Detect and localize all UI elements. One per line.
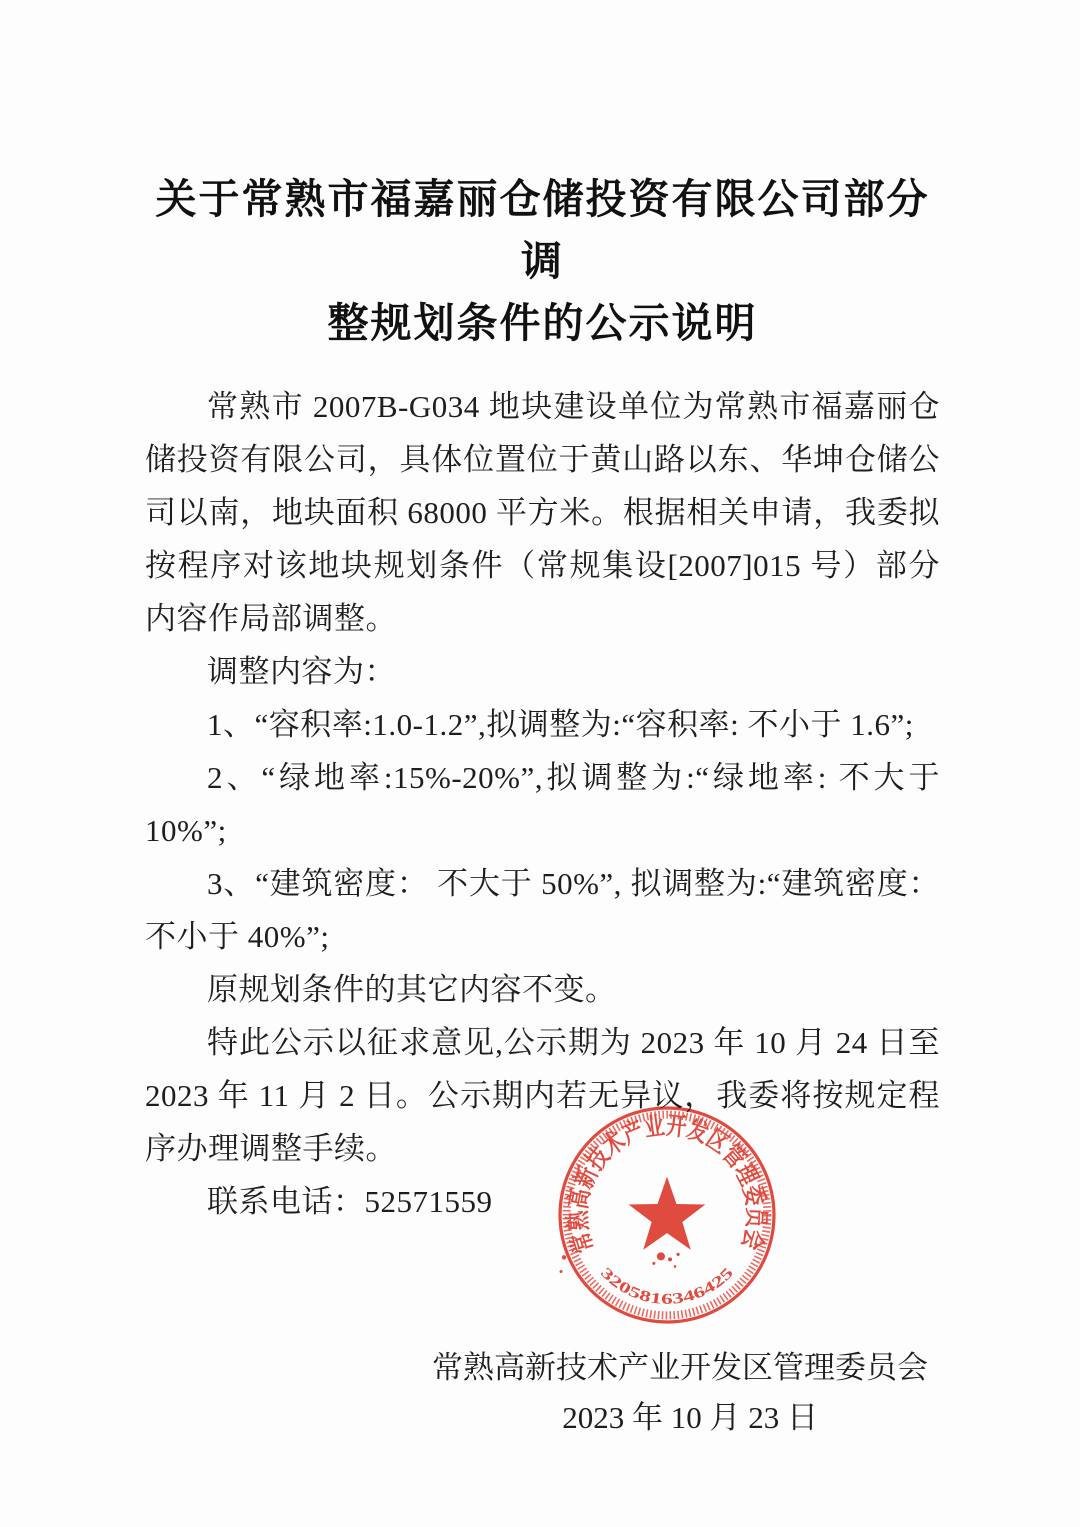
paragraph-6: 原规划条件的其它内容不变。 — [207, 972, 617, 1007]
paragraph-7: 特此公示以征求意见,公示期为 2023 年 10 月 24 日至 2023 年 11 月 2 日。公示期内若无异议，我委将按规定程序办理调整手续。 — [145, 1025, 940, 1166]
paragraph-5: 3、“建筑密度： 不大于 50%”, 拟调整为:“建筑密度： 不小于 40%”; — [145, 866, 940, 954]
paragraph-4: 2、“绿地率:15%-20%”,拟调整为:“绿地率: 不大于 10%”; — [145, 760, 940, 848]
paragraph-3: 1、“容积率:1.0-1.2”,拟调整为:“容积率: 不小于 1.6”; — [207, 707, 914, 742]
paragraph-8: 联系电话：52571559 — [207, 1184, 493, 1219]
seal-ring-text: 常熟高新技术产业开发区管理委员会 — [564, 1112, 770, 1258]
document-title — [145, 168, 940, 354]
seal-code: 3205816346425 — [597, 1264, 734, 1308]
signature-org: 常熟高新技术产业开发区管理委员会 — [432, 1350, 928, 1385]
paragraph-1: 常熟市 2007B-G034 地块建设单位为常熟市福嘉丽仓储投资有限公司，具体位置位于黄山路以东、华坤仓储公司以南，地块面积 68000 平方米。根据相关申请，我委拟按程序对该地块规划条件（常规集设[2007]015 号）部分内容作局部调整。 — [145, 389, 940, 636]
signature-block — [145, 1343, 940, 1443]
title-line-1: 关于常熟市福嘉丽仓储投资有限公司部分调 — [155, 176, 930, 284]
signature-date: 2023 年 10 月 23 日 — [562, 1400, 818, 1435]
paragraph-2: 调整内容为： — [207, 654, 396, 689]
title-line-2: 整规划条件的公示说明 — [327, 300, 758, 346]
document-body — [145, 380, 940, 1228]
